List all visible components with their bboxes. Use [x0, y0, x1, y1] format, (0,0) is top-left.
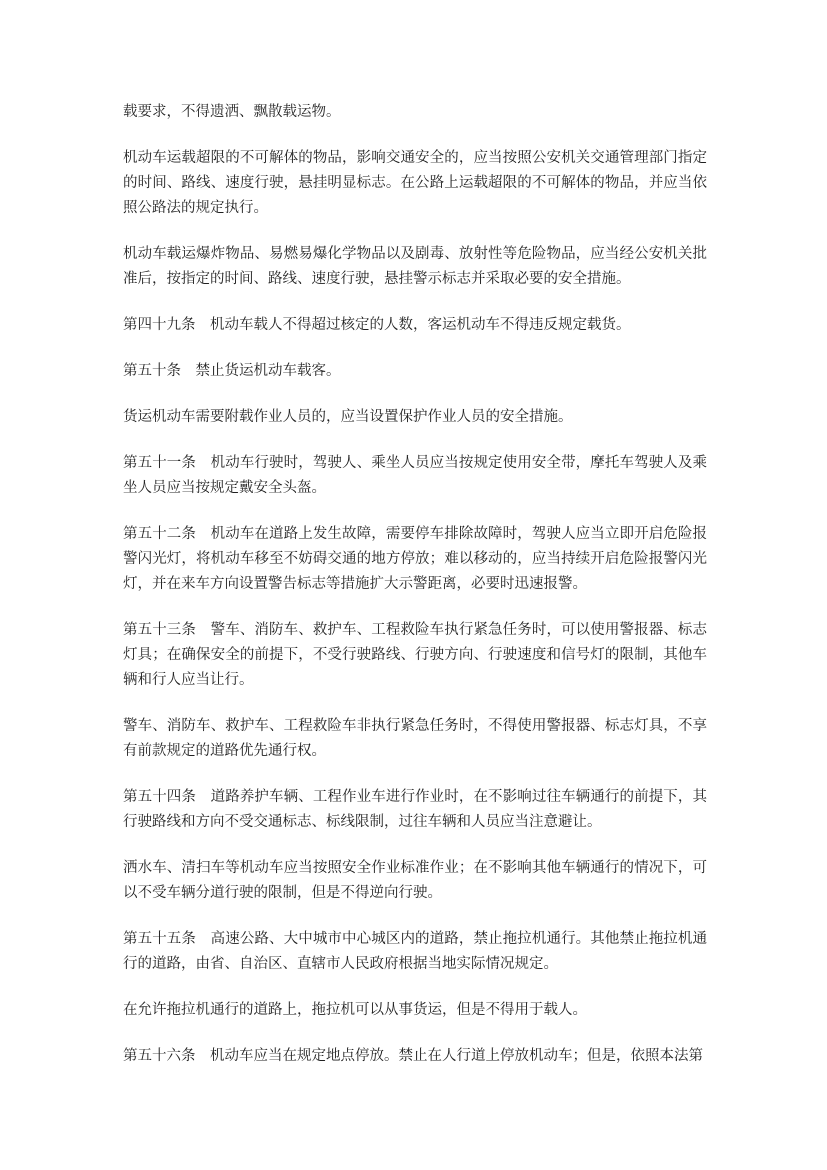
paragraph-article-50: 第五十条 禁止货运机动车载客。	[123, 363, 341, 379]
paragraph-article-53: 第五十三条 警车、消防车、救护车、工程救险车执行紧急任务时，可以使用警报器、标志灯具；在确保安全的前提下，不受行驶路线、行驶方向、行驶速度和信号灯的限制，其他车辆和行人应当让行。	[123, 622, 707, 688]
paragraph: 洒水车、清扫车等机动车应当按照安全作业标准作业；在不影响其他车辆通行的情况下，可以不受车辆分道行驶的限制，但是不得逆向行驶。	[123, 860, 707, 901]
paragraph-article-56: 第五十六条 机动车应当在规定地点停放。禁止在人行道上停放机动车；但是，依照本法第	[123, 1048, 703, 1064]
paragraph: 警车、消防车、救护车、工程救险车非执行紧急任务时，不得使用警报器、标志灯具，不享有前款规定的道路优先通行权。	[123, 718, 707, 759]
paragraph: 货运机动车需要附载作业人员的，应当设置保护作业人员的安全措施。	[123, 409, 573, 425]
paragraph: 载要求，不得遗洒、飘散载运物。	[123, 104, 341, 120]
paragraph-article-54: 第五十四条 道路养护车辆、工程作业车进行作业时，在不影响过往车辆通行的前提下，其行驶路线和方向不受交通标志、标线限制，过往车辆和人员应当注意避让。	[123, 789, 707, 830]
paragraph-article-55: 第五十五条 高速公路、大中城市中心城区内的道路，禁止拖拉机通行。其他禁止拖拉机通行的道路，由省、自治区、直辖市人民政府根据当地实际情况规定。	[123, 931, 707, 972]
paragraph-article-52: 第五十二条 机动车在道路上发生故障，需要停车排除故障时，驾驶人应当立即开启危险报警闪光灯，将机动车移至不妨碍交通的地方停放；难以移动的，应当持续开启危险报警闪光灯，并在来车方向设置警告标志等措施扩大示警距离，必要时迅速报警。	[123, 526, 707, 592]
paragraph: 机动车运载超限的不可解体的物品，影响交通安全的，应当按照公安机关交通管理部门指定的时间、路线、速度行驶，悬挂明显标志。在公路上运载超限的不可解体的物品，并应当依照公路法的规定执行。	[123, 150, 707, 216]
paragraph-article-51: 第五十一条 机动车行驶时，驾驶人、乘坐人员应当按规定使用安全带，摩托车驾驶人及乘坐人员应当按规定戴安全头盔。	[123, 455, 707, 496]
document-body	[123, 100, 707, 1069]
paragraph-article-49: 第四十九条 机动车载人不得超过核定的人数，客运机动车不得违反规定载货。	[123, 317, 631, 333]
paragraph: 机动车载运爆炸物品、易燃易爆化学物品以及剧毒、放射性等危险物品，应当经公安机关批准后，按指定的时间、路线、速度行驶，悬挂警示标志并采取必要的安全措施。	[123, 246, 707, 287]
paragraph: 在允许拖拉机通行的道路上，拖拉机可以从事货运，但是不得用于载人。	[123, 1002, 587, 1018]
